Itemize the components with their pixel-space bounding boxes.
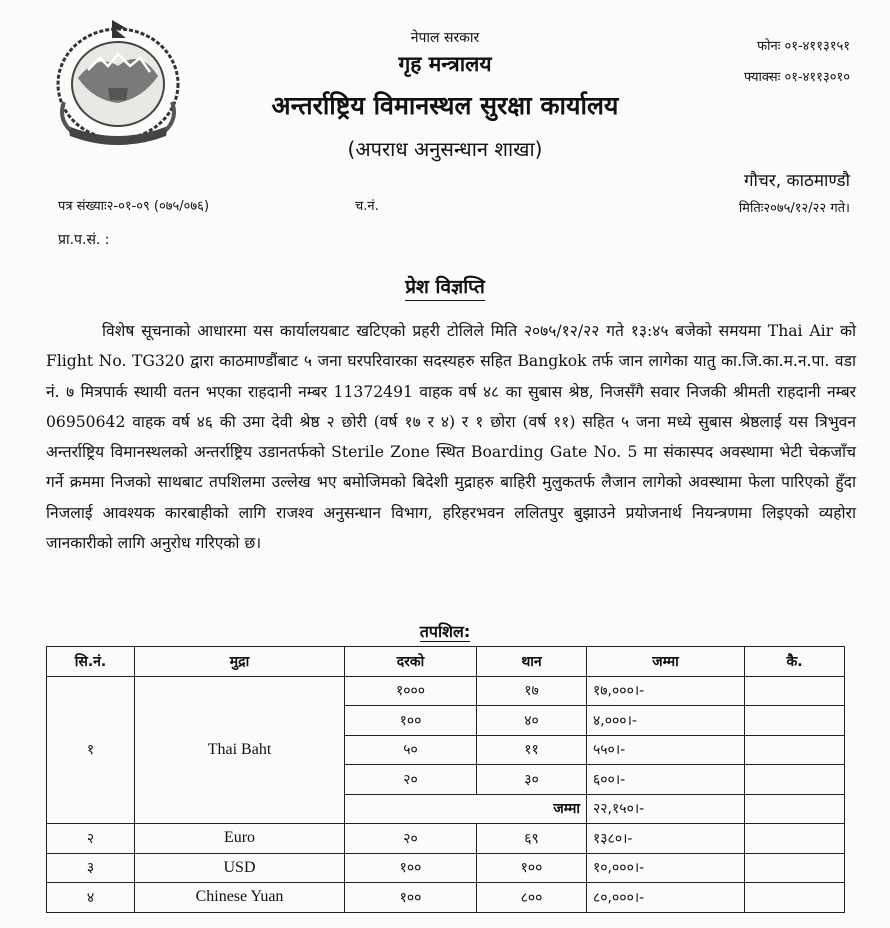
cell-total: ५५०।- bbox=[587, 735, 745, 765]
cell-rate: २० bbox=[345, 765, 477, 795]
header-sn: सि.नं. bbox=[47, 647, 135, 677]
government-name: नेपाल सरकार bbox=[410, 30, 480, 46]
dispatch-number: च.नं. bbox=[355, 199, 379, 214]
cell-total: ६००।- bbox=[587, 765, 745, 795]
subtotal-value: २२,१५०।- bbox=[587, 794, 745, 824]
received-number: प्रा.प.सं. : bbox=[58, 232, 110, 248]
cell-count: ११ bbox=[477, 735, 587, 765]
cell-rate: ५० bbox=[345, 735, 477, 765]
cell-remarks bbox=[745, 794, 845, 824]
cell-total: ४,०००।- bbox=[587, 706, 745, 736]
subtotal-label: जम्मा bbox=[345, 794, 587, 824]
currency-table bbox=[46, 646, 845, 913]
cell-count: ४० bbox=[477, 706, 587, 736]
cell-remarks bbox=[745, 883, 845, 913]
branch-name: (अपराध अनुसन्धान शाखा) bbox=[347, 137, 543, 161]
press-release-title: प्रेश विज्ञप्ति bbox=[0, 273, 890, 299]
table-row bbox=[47, 853, 845, 883]
cell-count: ६९ bbox=[477, 824, 587, 854]
cell-rate: १०० bbox=[345, 853, 477, 883]
letter-date: मितिः२०७५/१२/२२ गते। bbox=[738, 201, 850, 216]
header-count: थान bbox=[477, 647, 587, 677]
cell-sn: ३ bbox=[47, 853, 135, 883]
cell-currency: Thai Baht bbox=[135, 676, 345, 824]
cell-total: १०,०००।- bbox=[587, 853, 745, 883]
cell-total: १७,०००।- bbox=[587, 676, 745, 706]
ministry-name: गृह मन्त्रालय bbox=[398, 52, 492, 76]
cell-remarks bbox=[745, 735, 845, 765]
table-row bbox=[47, 883, 845, 913]
cell-total: ८०,०००।- bbox=[587, 883, 745, 913]
cell-count: १७ bbox=[477, 676, 587, 706]
header-currency: मुद्रा bbox=[135, 647, 345, 677]
cell-remarks bbox=[745, 824, 845, 854]
cell-remarks bbox=[745, 676, 845, 706]
phone-number: फोनः ०१-४११३१५१ bbox=[757, 39, 850, 54]
cell-sn: १ bbox=[47, 676, 135, 824]
table-row bbox=[47, 824, 845, 854]
header-remarks: कै. bbox=[745, 647, 845, 677]
cell-count: ३० bbox=[477, 765, 587, 795]
office-name: अन्तर्राष्ट्रिय विमानस्थल सुरक्षा कार्यालय bbox=[271, 91, 619, 120]
cell-rate: १००० bbox=[345, 676, 477, 706]
cell-sn: २ bbox=[47, 824, 135, 854]
cell-currency: Euro bbox=[135, 824, 345, 854]
press-release-body: विशेष सूचनाको आधारमा यस कार्यालयबाट खटिएको प्रहरी टोलिले मिति २०७५/१२/२२ गते १३:४५ बजेको समयमा Thai Air को Flight No. TG320 द्वारा काठमाण्डौंबाट ५ जना घरपरिवारका सदस्यहरु सहित Bangkok तर्फ जान लागेका यातु का.जि.का.म.न.पा. वडा नं. ७ मित्रपार्क स्थायी वतन भएका राहदानी नम्बर 11372491 वाहक वर्ष ४८ का सुबास श्रेष्ठ, निजसँगै सवार निजकी श्रीमती राहदानी नम्बर 06950642 वाहक वर्ष ४६ की उमा देवी श्रेष्ठ २ छोरी (वर्ष १७ र ४) र १ छोरा (वर्ष ११) सहित ५ जना मध्ये सुबास श्रेष्ठलाई यस त्रिभुवन अन्तर्राष्ट्रिय विमानस्थलको अन्तर्राष्ट्रिय उडानतर्फको Sterile Zone स्थित Boarding Gate No. 5 मा संकास्पद अवस्थामा भेटी चेकजाँच गर्ने क्रममा निजको साथबाट तपशिलमा उल्लेख भए बमोजिमको बिदेशी मुद्राहरु बाहिरी मुलुकतर्फ लैजान लागेको अवस्थामा फेला पारिएको हुँदा निजलाई आवश्यक कारबाहीको लागि राजश्व अनुसन्धान विभाग, हरिहरभवन ललितपुर बुझाउने प्रयोजनार्थ नियन्त्रणमा लिइएको व्यहोरा जानकारीको लागि अनुरोध गरिएको छ। bbox=[46, 322, 856, 553]
cell-currency: Chinese Yuan bbox=[135, 883, 345, 913]
letter-number: पत्र संख्याः२-०१-०९ (०७५/०७६) bbox=[58, 199, 210, 214]
cell-rate: २० bbox=[345, 824, 477, 854]
table-header-row bbox=[47, 647, 845, 677]
cell-sn: ४ bbox=[47, 883, 135, 913]
office-location: गौचर, काठमाण्डौ bbox=[743, 171, 850, 191]
cell-rate: १०० bbox=[345, 706, 477, 736]
details-title: तपशिल: bbox=[419, 622, 471, 641]
cell-rate: १०० bbox=[345, 883, 477, 913]
cell-count: १०० bbox=[477, 853, 587, 883]
cell-remarks bbox=[745, 706, 845, 736]
header-total: जम्मा bbox=[587, 647, 745, 677]
cell-remarks bbox=[745, 765, 845, 795]
cell-total: १३८०।- bbox=[587, 824, 745, 854]
cell-count: ८०० bbox=[477, 883, 587, 913]
header-rate: दरको bbox=[345, 647, 477, 677]
fax-number: फ्याक्सः ०१-४११३०१० bbox=[744, 70, 850, 85]
cell-currency: USD bbox=[135, 853, 345, 883]
cell-remarks bbox=[745, 853, 845, 883]
table-row bbox=[47, 676, 845, 706]
